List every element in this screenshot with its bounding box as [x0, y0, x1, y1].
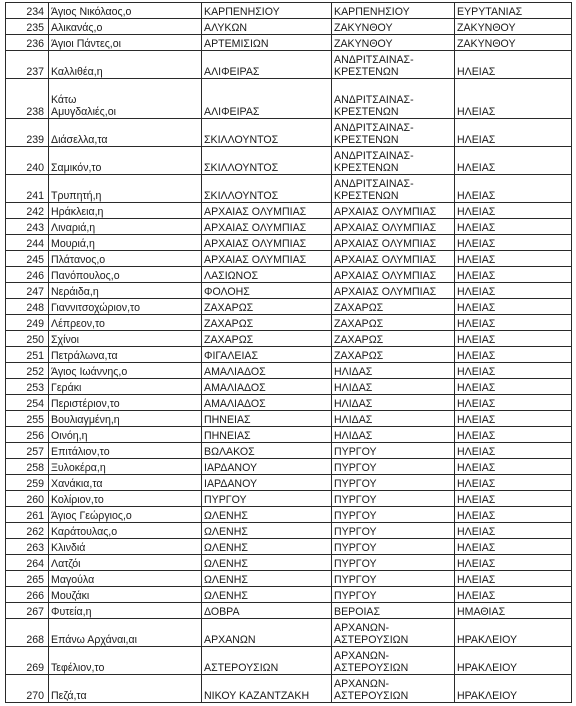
- village-name-cell: Μουζάκι: [49, 587, 202, 603]
- prefecture-cell: ΗΛΕΙΑΣ: [455, 203, 572, 219]
- village-name-cell: Βουλιαγμένη,η: [49, 411, 202, 427]
- municipality-cell: ΑΡΧΑΙΑΣ ΟΛΥΜΠΙΑΣ: [332, 267, 455, 283]
- municipality-cell: ΠΥΡΓΟΥ: [332, 475, 455, 491]
- municipality-cell: ΖΑΧΑΡΩΣ: [332, 347, 455, 363]
- prefecture-cell: ΗΛΕΙΑΣ: [455, 539, 572, 555]
- community-cell: ΔΟΒΡΑ: [202, 603, 332, 619]
- row-number: 267: [6, 603, 49, 619]
- row-number: 245: [6, 251, 49, 267]
- row-number: 244: [6, 235, 49, 251]
- community-cell: ΦΟΛΟΗΣ: [202, 283, 332, 299]
- municipality-cell: ΑΡΧΑΙΑΣ ΟΛΥΜΠΙΑΣ: [332, 251, 455, 267]
- row-number: 252: [6, 363, 49, 379]
- row-number: 255: [6, 411, 49, 427]
- prefecture-cell: ΗΛΕΙΑΣ: [455, 175, 572, 203]
- village-name-cell: Ηράκλεια,η: [49, 203, 202, 219]
- table-row: [6, 539, 572, 555]
- prefecture-cell: ΗΛΕΙΑΣ: [455, 507, 572, 523]
- table-row: [6, 571, 572, 587]
- community-cell: ΙΑΡΔΑΝΟΥ: [202, 459, 332, 475]
- row-number: 266: [6, 587, 49, 603]
- community-cell: ΑΣΤΕΡΟΥΣΙΩΝ: [202, 647, 332, 675]
- prefecture-cell: ΗΛΕΙΑΣ: [455, 379, 572, 395]
- village-name-cell: Νεράιδα,η: [49, 283, 202, 299]
- prefecture-cell: ΗΛΕΙΑΣ: [455, 459, 572, 475]
- prefecture-cell: ΗΛΕΙΑΣ: [455, 395, 572, 411]
- prefecture-cell: ΗΛΕΙΑΣ: [455, 555, 572, 571]
- row-number: 253: [6, 379, 49, 395]
- table-row: [6, 347, 572, 363]
- table-row: [6, 427, 572, 443]
- municipality-cell: ΠΥΡΓΟΥ: [332, 491, 455, 507]
- municipality-cell: ΑΡΧΑΙΑΣ ΟΛΥΜΠΙΑΣ: [332, 219, 455, 235]
- community-cell: ΩΛΕΝΗΣ: [202, 523, 332, 539]
- community-cell: ΝΙΚΟΥ ΚΑΖΑΝΤΖΑΚΗ: [202, 675, 332, 703]
- row-number: 260: [6, 491, 49, 507]
- village-name-cell: Άγιος Νικόλαος,ο: [49, 3, 202, 19]
- village-name-cell: Πεζά,τα: [49, 675, 202, 703]
- community-cell: ΖΑΧΑΡΩΣ: [202, 299, 332, 315]
- community-cell: ΣΚΙΛΛΟΥΝΤΟΣ: [202, 119, 332, 147]
- municipality-cell: ΑΝΔΡΙΤΣΑΙΝΑΣ- ΚΡΕΣΤΕΝΩΝ: [332, 175, 455, 203]
- village-name-cell: Λέπρεον,το: [49, 315, 202, 331]
- community-cell: ΩΛΕΝΗΣ: [202, 587, 332, 603]
- municipality-cell: ΗΛΙΔΑΣ: [332, 379, 455, 395]
- community-cell: ΠΗΝΕΙΑΣ: [202, 427, 332, 443]
- row-number: 270: [6, 675, 49, 703]
- prefecture-cell: ΗΡΑΚΛΕΙΟΥ: [455, 647, 572, 675]
- prefecture-cell: ΕΥΡΥΤΑΝΙΑΣ: [455, 3, 572, 19]
- community-cell: ΑΜΑΛΙΑΔΟΣ: [202, 395, 332, 411]
- row-number: 265: [6, 571, 49, 587]
- village-name-cell: Γιαννιτσοχώριον,το: [49, 299, 202, 315]
- prefecture-cell: ΗΛΕΙΑΣ: [455, 427, 572, 443]
- row-number: 241: [6, 175, 49, 203]
- municipality-cell: ΑΡΧΑΙΑΣ ΟΛΥΜΠΙΑΣ: [332, 235, 455, 251]
- village-name-cell: Φυτεία,η: [49, 603, 202, 619]
- municipality-cell: ΠΥΡΓΟΥ: [332, 571, 455, 587]
- community-cell: ΠΥΡΓΟΥ: [202, 491, 332, 507]
- prefecture-cell: ΗΛΕΙΑΣ: [455, 443, 572, 459]
- table-row: [6, 619, 572, 647]
- prefecture-cell: ΗΛΕΙΑΣ: [455, 79, 572, 119]
- municipality-cell: ΠΥΡΓΟΥ: [332, 587, 455, 603]
- community-cell: ΩΛΕΝΗΣ: [202, 571, 332, 587]
- village-name-cell: Οινόη,η: [49, 427, 202, 443]
- table-row: [6, 283, 572, 299]
- row-number: 236: [6, 35, 49, 51]
- community-cell: ΛΑΣΙΩΝΟΣ: [202, 267, 332, 283]
- prefecture-cell: ΗΛΕΙΑΣ: [455, 363, 572, 379]
- table-body: [6, 3, 572, 703]
- table-row: [6, 147, 572, 175]
- row-number: 249: [6, 315, 49, 331]
- village-name-cell: Καλλιθέα,η: [49, 51, 202, 79]
- municipality-cell: ΑΝΔΡΙΤΣΑΙΝΑΣ- ΚΡΕΣΤΕΝΩΝ: [332, 79, 455, 119]
- village-name-cell: Επάνω Αρχάναι,αι: [49, 619, 202, 647]
- community-cell: ΑΜΑΛΙΑΔΟΣ: [202, 363, 332, 379]
- table-row: [6, 251, 572, 267]
- village-name-cell: Πετράλωνα,τα: [49, 347, 202, 363]
- prefecture-cell: ΖΑΚΥΝΘΟΥ: [455, 19, 572, 35]
- village-name-cell: Άγιος Ιωάννης,ο: [49, 363, 202, 379]
- row-number: 238: [6, 79, 49, 119]
- table-row: [6, 475, 572, 491]
- table-row: [6, 603, 572, 619]
- community-cell: ΑΛΙΦΕΙΡΑΣ: [202, 51, 332, 79]
- table-row: [6, 19, 572, 35]
- community-cell: ΩΛΕΝΗΣ: [202, 507, 332, 523]
- table-row: [6, 647, 572, 675]
- prefecture-cell: ΗΛΕΙΑΣ: [455, 219, 572, 235]
- community-cell: ΑΜΑΛΙΑΔΟΣ: [202, 379, 332, 395]
- municipality-cell: ΑΡΧΑΝΩΝ- ΑΣΤΕΡΟΥΣΙΩΝ: [332, 647, 455, 675]
- municipality-cell: ΖΑΚΥΝΘΟΥ: [332, 35, 455, 51]
- prefecture-cell: ΗΛΕΙΑΣ: [455, 491, 572, 507]
- row-number: 259: [6, 475, 49, 491]
- municipality-cell: ΠΥΡΓΟΥ: [332, 507, 455, 523]
- municipality-cell: ΑΝΔΡΙΤΣΑΙΝΑΣ- ΚΡΕΣΤΕΝΩΝ: [332, 51, 455, 79]
- row-number: 235: [6, 19, 49, 35]
- village-name-cell: Σαμικόν,το: [49, 147, 202, 175]
- community-cell: ΚΑΡΠΕΝΗΣΙΟΥ: [202, 3, 332, 19]
- prefecture-cell: ΗΛΕΙΑΣ: [455, 119, 572, 147]
- row-number: 269: [6, 647, 49, 675]
- table-row: [6, 587, 572, 603]
- prefecture-cell: ΗΛΕΙΑΣ: [455, 51, 572, 79]
- table-row: [6, 315, 572, 331]
- table-row: [6, 299, 572, 315]
- prefecture-cell: ΗΛΕΙΑΣ: [455, 267, 572, 283]
- prefecture-cell: ΖΑΚΥΝΘΟΥ: [455, 35, 572, 51]
- municipality-cell: ΠΥΡΓΟΥ: [332, 459, 455, 475]
- prefecture-cell: ΗΛΕΙΑΣ: [455, 571, 572, 587]
- community-cell: ΑΡΧΑΙΑΣ ΟΛΥΜΠΙΑΣ: [202, 219, 332, 235]
- table-row: [6, 675, 572, 703]
- village-name-cell: Επιτάλιον,το: [49, 443, 202, 459]
- table-row: [6, 219, 572, 235]
- table-row: [6, 411, 572, 427]
- village-name-cell: Μαγούλα: [49, 571, 202, 587]
- municipality-cell: ΑΡΧΑΙΑΣ ΟΛΥΜΠΙΑΣ: [332, 283, 455, 299]
- row-number: 268: [6, 619, 49, 647]
- prefecture-cell: ΗΡΑΚΛΕΙΟΥ: [455, 675, 572, 703]
- village-name-cell: Κολίριον,το: [49, 491, 202, 507]
- prefecture-cell: ΗΛΕΙΑΣ: [455, 299, 572, 315]
- community-cell: ΑΡΧΑΙΑΣ ΟΛΥΜΠΙΑΣ: [202, 235, 332, 251]
- municipality-cell: ΗΛΙΔΑΣ: [332, 363, 455, 379]
- row-number: 264: [6, 555, 49, 571]
- village-name-cell: Γεράκι: [49, 379, 202, 395]
- prefecture-cell: ΗΡΑΚΛΕΙΟΥ: [455, 619, 572, 647]
- municipality-cell: ΒΕΡΟΙΑΣ: [332, 603, 455, 619]
- village-name-cell: Λιναριά,η: [49, 219, 202, 235]
- row-number: 262: [6, 523, 49, 539]
- table-row: [6, 119, 572, 147]
- community-cell: ΩΛΕΝΗΣ: [202, 555, 332, 571]
- prefecture-cell: ΗΛΕΙΑΣ: [455, 235, 572, 251]
- municipality-cell: ΑΡΧΑΙΑΣ ΟΛΥΜΠΙΑΣ: [332, 203, 455, 219]
- table-row: [6, 395, 572, 411]
- community-cell: ΙΑΡΔΑΝΟΥ: [202, 475, 332, 491]
- village-name-cell: Κάτω Αμυγδαλιές,οι: [49, 79, 202, 119]
- municipality-cell: ΗΛΙΔΑΣ: [332, 427, 455, 443]
- row-number: 237: [6, 51, 49, 79]
- village-name-cell: Πλάτανος,ο: [49, 251, 202, 267]
- community-cell: ΑΛΥΚΩΝ: [202, 19, 332, 35]
- village-name-cell: Περιστέριον,το: [49, 395, 202, 411]
- village-name-cell: Διάσελλα,τα: [49, 119, 202, 147]
- table-row: [6, 267, 572, 283]
- row-number: 234: [6, 3, 49, 19]
- municipality-cell: ΖΑΧΑΡΩΣ: [332, 315, 455, 331]
- table-row: [6, 379, 572, 395]
- village-name-cell: Τρυπητή,η: [49, 175, 202, 203]
- community-cell: ΑΡΧΑΙΑΣ ΟΛΥΜΠΙΑΣ: [202, 251, 332, 267]
- municipality-cell: ΑΡΧΑΝΩΝ- ΑΣΤΕΡΟΥΣΙΩΝ: [332, 619, 455, 647]
- municipality-cell: ΖΑΧΑΡΩΣ: [332, 299, 455, 315]
- village-name-cell: Χανάκια,τα: [49, 475, 202, 491]
- village-name-cell: Τεφέλιον,το: [49, 647, 202, 675]
- village-name-cell: Σχίνοι: [49, 331, 202, 347]
- village-name-cell: Μουριά,η: [49, 235, 202, 251]
- community-cell: ΠΗΝΕΙΑΣ: [202, 411, 332, 427]
- community-cell: ΖΑΧΑΡΩΣ: [202, 315, 332, 331]
- row-number: 261: [6, 507, 49, 523]
- community-cell: ΑΡΤΕΜΙΣΙΩΝ: [202, 35, 332, 51]
- row-number: 257: [6, 443, 49, 459]
- community-cell: ΣΚΙΛΛΟΥΝΤΟΣ: [202, 175, 332, 203]
- row-number: 242: [6, 203, 49, 219]
- prefecture-cell: ΗΛΕΙΑΣ: [455, 331, 572, 347]
- prefecture-cell: ΗΛΕΙΑΣ: [455, 147, 572, 175]
- table-row: [6, 35, 572, 51]
- prefecture-cell: ΗΛΕΙΑΣ: [455, 347, 572, 363]
- table-row: [6, 51, 572, 79]
- village-name-cell: Άγιος Γεώργιος,ο: [49, 507, 202, 523]
- municipality-cell: ΗΛΙΔΑΣ: [332, 395, 455, 411]
- village-name-cell: Ξυλοκέρα,η: [49, 459, 202, 475]
- community-cell: ΩΛΕΝΗΣ: [202, 539, 332, 555]
- table-row: [6, 79, 572, 119]
- community-cell: ΒΩΛΑΚΟΣ: [202, 443, 332, 459]
- row-number: 258: [6, 459, 49, 475]
- settlements-table: [5, 2, 572, 703]
- municipality-cell: ΠΥΡΓΟΥ: [332, 523, 455, 539]
- village-name-cell: Λατζόι: [49, 555, 202, 571]
- table-row: [6, 523, 572, 539]
- row-number: 248: [6, 299, 49, 315]
- community-cell: ΣΚΙΛΛΟΥΝΤΟΣ: [202, 147, 332, 175]
- prefecture-cell: ΗΛΕΙΑΣ: [455, 411, 572, 427]
- municipality-cell: ΑΝΔΡΙΤΣΑΙΝΑΣ- ΚΡΕΣΤΕΝΩΝ: [332, 119, 455, 147]
- row-number: 239: [6, 119, 49, 147]
- table-row: [6, 555, 572, 571]
- table-row: [6, 331, 572, 347]
- municipality-cell: ΑΡΧΑΝΩΝ- ΑΣΤΕΡΟΥΣΙΩΝ: [332, 675, 455, 703]
- table-row: [6, 459, 572, 475]
- document-page: [5, 2, 571, 703]
- municipality-cell: ΖΑΧΑΡΩΣ: [332, 331, 455, 347]
- row-number: 251: [6, 347, 49, 363]
- prefecture-cell: ΗΛΕΙΑΣ: [455, 523, 572, 539]
- village-name-cell: Άγιοι Πάντες,οι: [49, 35, 202, 51]
- community-cell: ΑΡΧΑΝΩΝ: [202, 619, 332, 647]
- municipality-cell: ΗΛΙΔΑΣ: [332, 411, 455, 427]
- village-name-cell: Κλινδιά: [49, 539, 202, 555]
- municipality-cell: ΠΥΡΓΟΥ: [332, 443, 455, 459]
- prefecture-cell: ΗΛΕΙΑΣ: [455, 587, 572, 603]
- prefecture-cell: ΗΛΕΙΑΣ: [455, 315, 572, 331]
- village-name-cell: Πανόπουλος,ο: [49, 267, 202, 283]
- table-row: [6, 363, 572, 379]
- community-cell: ΑΡΧΑΙΑΣ ΟΛΥΜΠΙΑΣ: [202, 203, 332, 219]
- prefecture-cell: ΗΛΕΙΑΣ: [455, 251, 572, 267]
- table-row: [6, 235, 572, 251]
- table-row: [6, 443, 572, 459]
- village-name-cell: Καράτουλας,ο: [49, 523, 202, 539]
- community-cell: ΦΙΓΑΛΕΙΑΣ: [202, 347, 332, 363]
- row-number: 240: [6, 147, 49, 175]
- municipality-cell: ΠΥΡΓΟΥ: [332, 555, 455, 571]
- row-number: 263: [6, 539, 49, 555]
- table-row: [6, 203, 572, 219]
- municipality-cell: ΚΑΡΠΕΝΗΣΙΟΥ: [332, 3, 455, 19]
- prefecture-cell: ΗΜΑΘΙΑΣ: [455, 603, 572, 619]
- community-cell: ΑΛΙΦΕΙΡΑΣ: [202, 79, 332, 119]
- table-row: [6, 3, 572, 19]
- municipality-cell: ΑΝΔΡΙΤΣΑΙΝΑΣ- ΚΡΕΣΤΕΝΩΝ: [332, 147, 455, 175]
- row-number: 256: [6, 427, 49, 443]
- municipality-cell: ΠΥΡΓΟΥ: [332, 539, 455, 555]
- village-name-cell: Αλικανάς,ο: [49, 19, 202, 35]
- row-number: 247: [6, 283, 49, 299]
- row-number: 246: [6, 267, 49, 283]
- table-row: [6, 507, 572, 523]
- table-row: [6, 491, 572, 507]
- row-number: 254: [6, 395, 49, 411]
- prefecture-cell: ΗΛΕΙΑΣ: [455, 283, 572, 299]
- row-number: 250: [6, 331, 49, 347]
- community-cell: ΖΑΧΑΡΩΣ: [202, 331, 332, 347]
- prefecture-cell: ΗΛΕΙΑΣ: [455, 475, 572, 491]
- table-row: [6, 175, 572, 203]
- row-number: 243: [6, 219, 49, 235]
- municipality-cell: ΖΑΚΥΝΘΟΥ: [332, 19, 455, 35]
